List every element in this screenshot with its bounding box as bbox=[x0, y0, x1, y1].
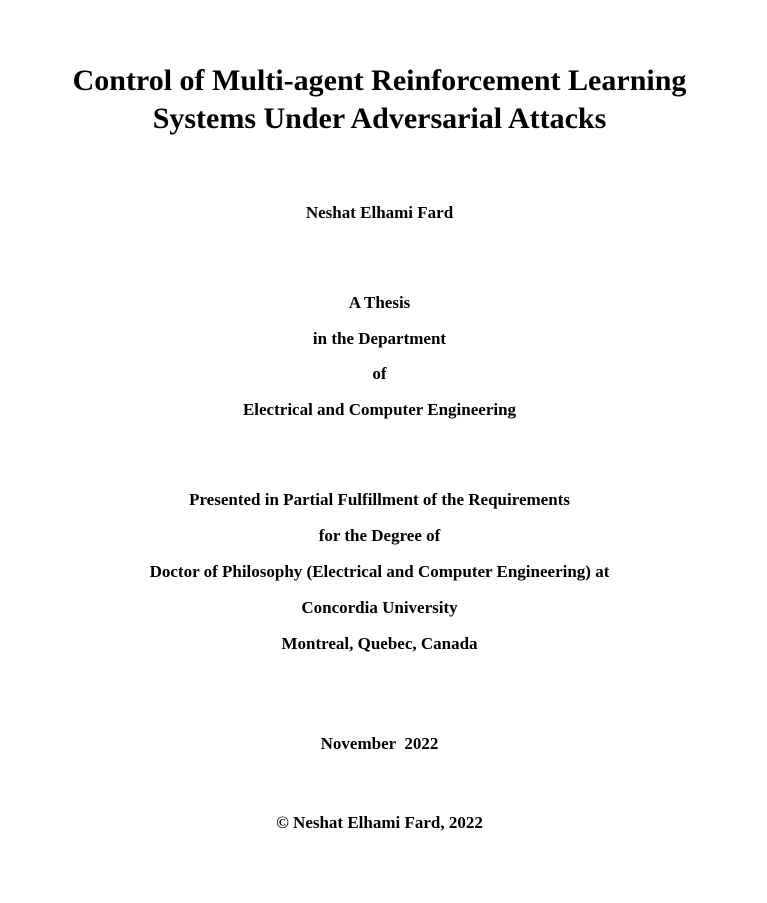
university-location: Montreal, Quebec, Canada bbox=[281, 634, 478, 653]
thesis-title-line-1: Control of Multi-agent Reinforcement Learning bbox=[72, 64, 687, 97]
degree-name: Doctor of Philosophy (Electrical and Computer Engineering) at bbox=[149, 562, 610, 581]
department-of: of bbox=[372, 364, 387, 383]
department-name: Electrical and Computer Engineering bbox=[242, 400, 517, 419]
submission-date: November 2022 bbox=[320, 734, 439, 753]
copyright-notice: © Neshat Elhami Fard, 2022 bbox=[276, 813, 483, 832]
thesis-title-line-2: Systems Under Adversarial Attacks bbox=[152, 102, 607, 135]
department-prefix: in the Department bbox=[312, 329, 447, 348]
author-name: Neshat Elhami Fard bbox=[305, 203, 454, 222]
fulfillment-statement: Presented in Partial Fulfillment of the Requirements bbox=[189, 490, 570, 509]
degree-prefix: for the Degree of bbox=[318, 526, 441, 545]
thesis-label: A Thesis bbox=[348, 293, 411, 312]
university-name: Concordia University bbox=[301, 598, 458, 617]
